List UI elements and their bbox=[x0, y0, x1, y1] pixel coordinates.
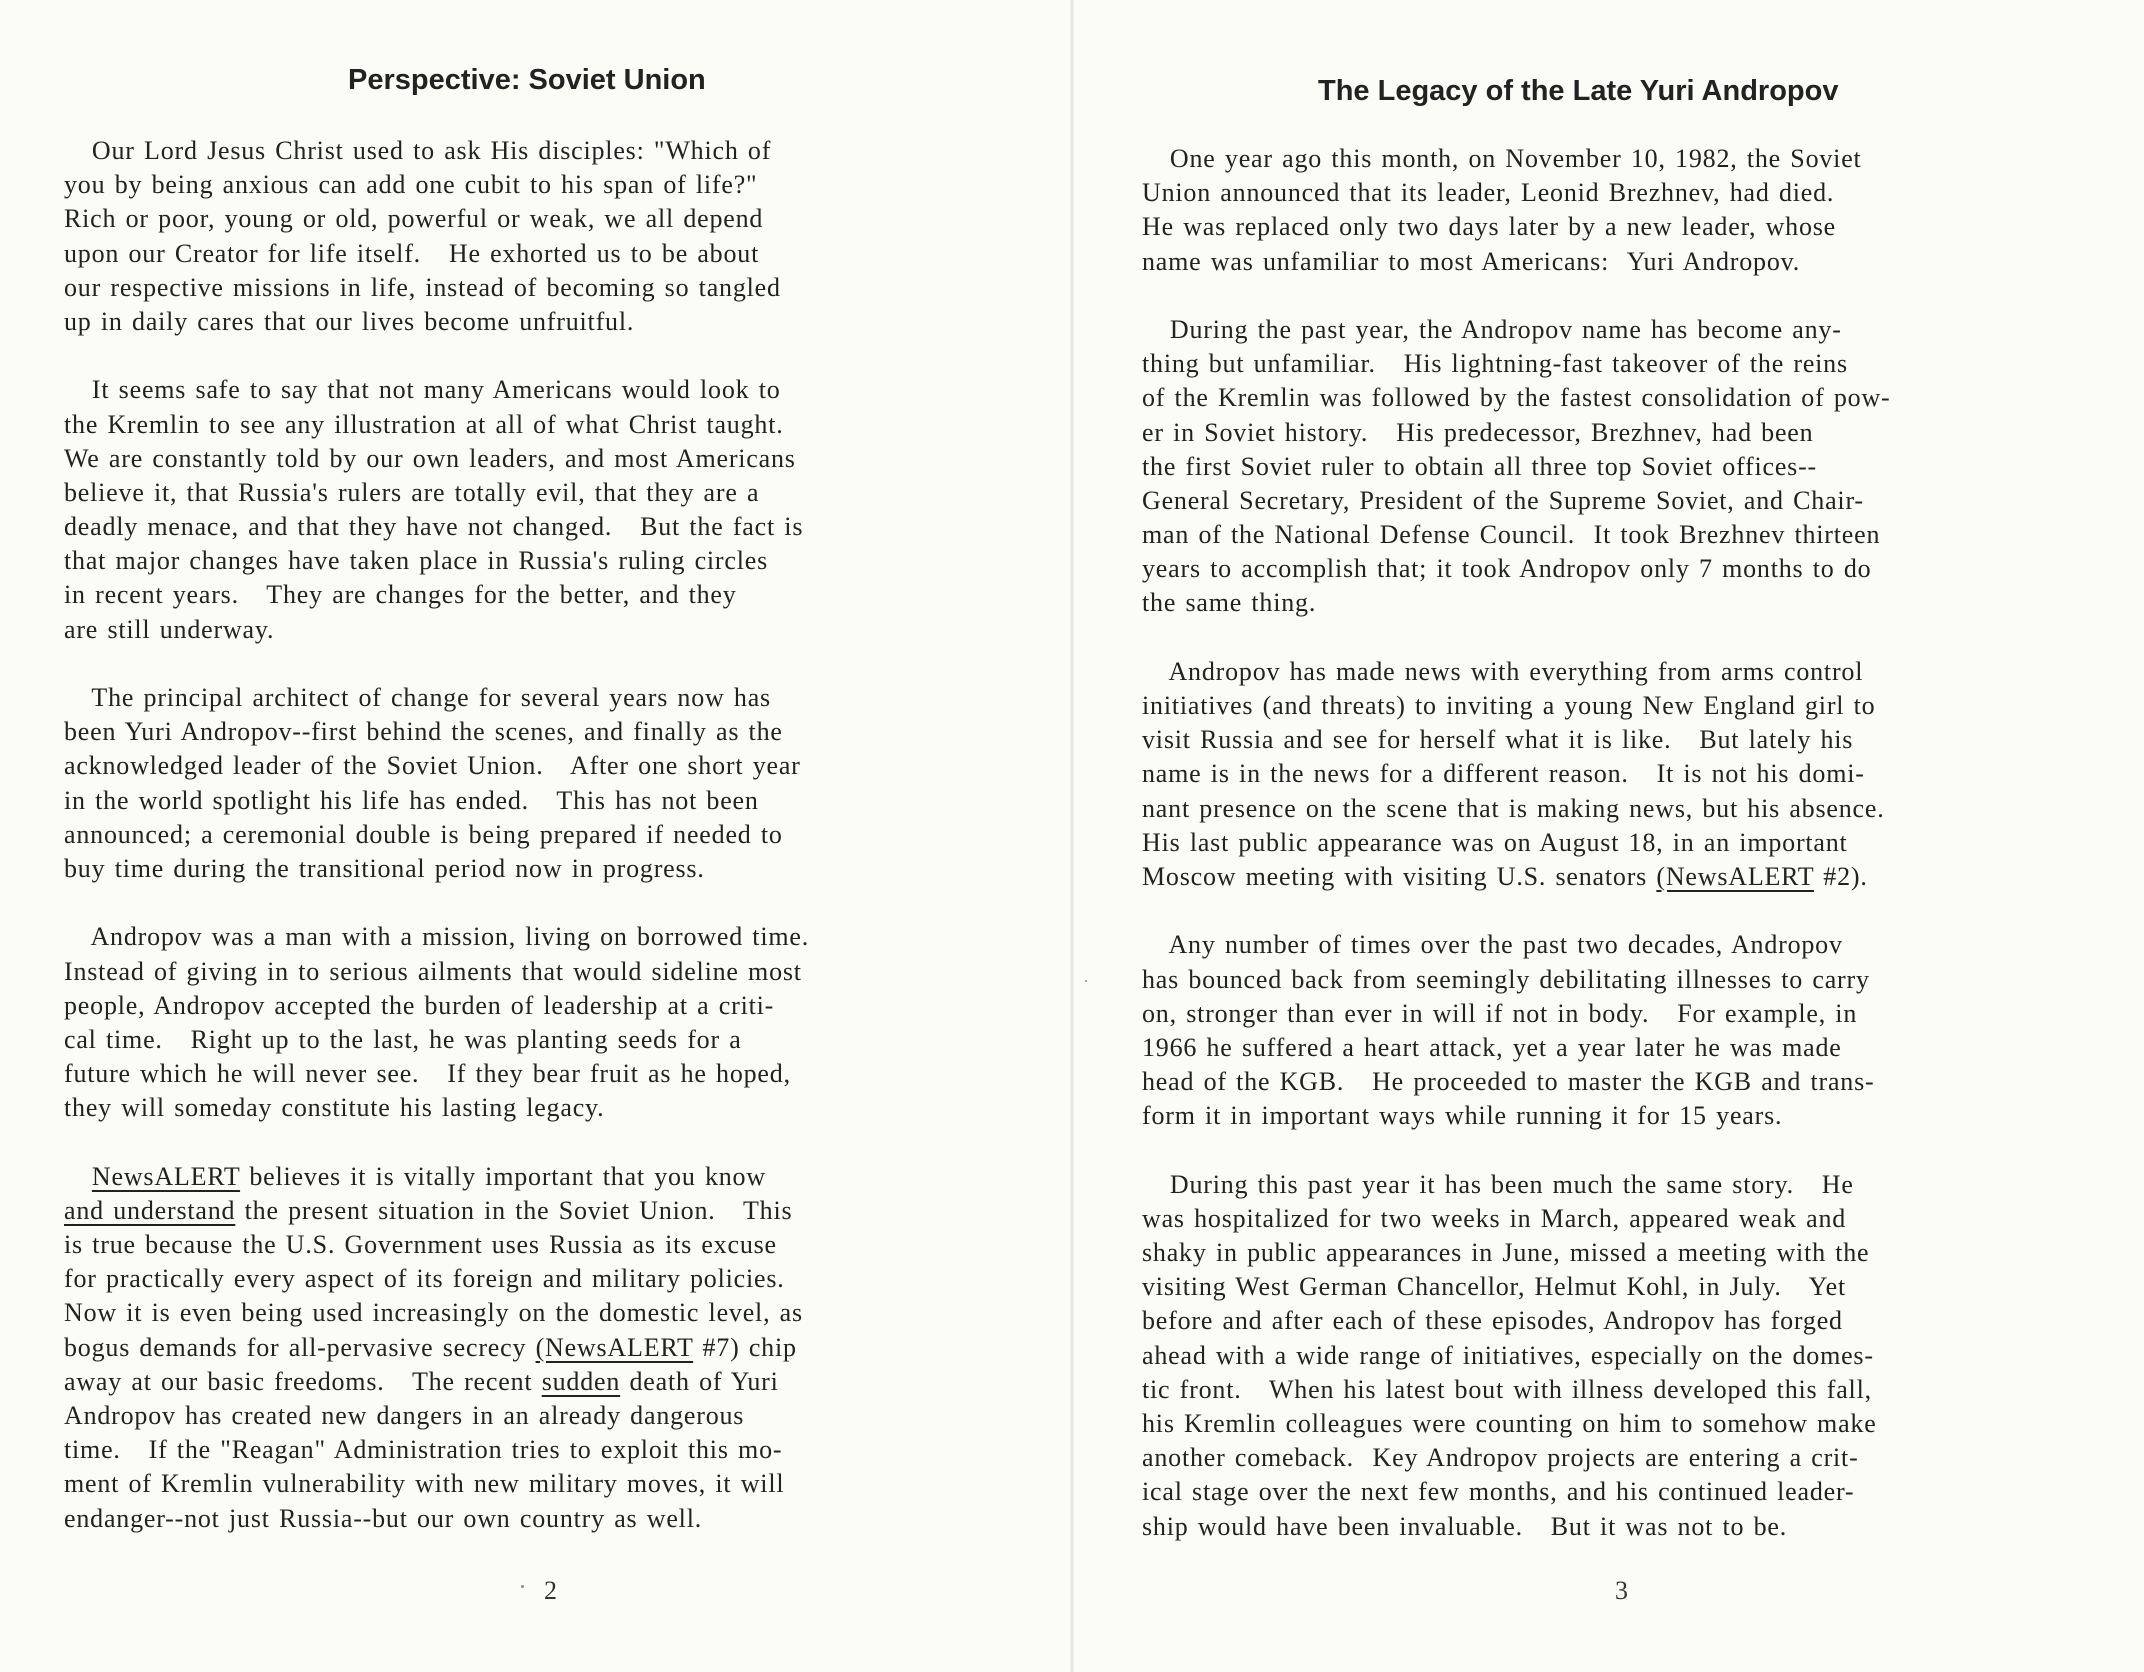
left-paragraph-4 bbox=[64, 920, 1044, 1125]
right-page bbox=[1072, 0, 2144, 1672]
text-fragment: death of Yuri bbox=[620, 1366, 779, 1396]
right-paragraph-1 bbox=[1142, 142, 2142, 279]
text-fragment: #7) chip bbox=[693, 1332, 797, 1362]
text-line: that major changes have taken place in Russia's ruling circles bbox=[64, 546, 769, 576]
right-paragraph-5 bbox=[1142, 1168, 2142, 1544]
left-paragraph-3 bbox=[64, 681, 1044, 886]
text-fragment: bogus demands for all-pervasive secrecy bbox=[64, 1332, 536, 1362]
left-paragraph-2 bbox=[64, 373, 1044, 647]
text-line: ship would have been invaluable. But it was not to be. bbox=[1142, 1511, 1788, 1541]
text-line: future which he will never see. If they bear fruit as he hoped, bbox=[64, 1059, 791, 1089]
text-line: 1966 he suffered a heart attack, yet a year later he was made bbox=[1142, 1032, 1842, 1062]
text-line: our respective missions in life, instead of becoming so tangled bbox=[64, 272, 781, 302]
text-line: name is in the news for a different reason. It is not his domi- bbox=[1142, 759, 1865, 789]
text-line: General Secretary, President of the Supreme Soviet, and Chair- bbox=[1142, 485, 1864, 515]
underlined-phrase: and understand bbox=[64, 1195, 236, 1225]
text-line: Andropov was a man with a mission, living on borrowed time. bbox=[64, 922, 810, 952]
text-line: been Yuri Andropov--first behind the scenes, and finally as the bbox=[64, 717, 783, 747]
text-line bbox=[64, 1365, 1044, 1399]
text-line: ical stage over the next few months, and his continued leader- bbox=[1142, 1477, 1855, 1507]
page-number: 3 bbox=[1615, 1576, 1628, 1605]
text-line: in recent years. They are changes for the better, and they bbox=[64, 580, 737, 610]
text-line: The principal architect of change for several years now has bbox=[64, 683, 771, 712]
text-line: has bounced back from seemingly debilitating illnesses to carry bbox=[1142, 964, 1870, 994]
text-fragment: Moscow meeting with visiting U.S. senators bbox=[1142, 861, 1657, 891]
text-line: the Kremlin to see any illustration at all of what Christ taught. bbox=[64, 409, 784, 439]
text-line: time. If the "Reagan" Administration tries to exploit this mo- bbox=[64, 1435, 783, 1465]
left-page-heading: Perspective: Soviet Union bbox=[348, 64, 706, 96]
text-line: Andropov has made news with everything from arms control bbox=[1142, 656, 1864, 686]
text-line: announced; a ceremonial double is being prepared if needed to bbox=[64, 819, 783, 849]
text-line: tic front. When his latest bout with illness developed this fall, bbox=[1142, 1374, 1872, 1404]
text-line: ment of Kremlin vulnerability with new military moves, it will bbox=[64, 1469, 785, 1499]
text-line: thing but unfamiliar. His lightning-fast takeover of the reins bbox=[1142, 349, 1848, 379]
text-line: nant presence on the scene that is making news, but his absence. bbox=[1142, 793, 1885, 823]
text-line: his Kremlin colleagues were counting on him to somehow make bbox=[1142, 1408, 1877, 1438]
text-line: cal time. Right up to the last, he was planting seeds for a bbox=[64, 1024, 742, 1054]
text-line: years to accomplish that; it took Andropov only 7 months to do bbox=[1142, 554, 1872, 584]
text-line: are still underway. bbox=[64, 614, 275, 644]
text-line: buy time during the transitional period now in progress. bbox=[64, 853, 705, 883]
left-paragraph-5 bbox=[64, 1160, 1044, 1536]
text-line: for practically every aspect of its foreign and military policies. bbox=[64, 1264, 785, 1294]
text-line: Union announced that its leader, Leonid Brezhnev, had died. bbox=[1142, 178, 1835, 208]
left-page-body bbox=[64, 134, 1044, 1570]
left-paragraph-1 bbox=[64, 134, 1044, 339]
scan-speck bbox=[521, 1585, 524, 1588]
text-line: form it in important ways while running it for 15 years. bbox=[1142, 1101, 1783, 1131]
text-line: visit Russia and see for herself what it is like. But lately his bbox=[1142, 725, 1854, 755]
text-line: His last public appearance was on August 18, in an important bbox=[1142, 827, 1848, 857]
newsalert-name: NewsALERT bbox=[91, 1161, 241, 1191]
text-line: the same thing. bbox=[1142, 588, 1317, 618]
text-line: head of the KGB. He proceeded to master the KGB and trans- bbox=[1142, 1067, 1875, 1097]
text-line: visiting West German Chancellor, Helmut Kohl, in July. Yet bbox=[1142, 1272, 1846, 1302]
text-line: of the Kremlin was followed by the fastest consolidation of pow- bbox=[1142, 383, 1891, 413]
text-line: people, Andropov accepted the burden of leadership at a criti- bbox=[64, 990, 775, 1020]
text-fragment: #2). bbox=[1813, 861, 1868, 891]
text-line: Andropov has created new dangers in an already dangerous bbox=[64, 1400, 745, 1430]
text-line: It seems safe to say that not many Americans would look to bbox=[64, 375, 781, 405]
text-line: Rich or poor, young or old, powerful or weak, we all depend bbox=[64, 204, 764, 234]
text-line: He was replaced only two days later by a new leader, whose bbox=[1142, 212, 1837, 242]
right-page-heading: The Legacy of the Late Yuri Andropov bbox=[1318, 75, 1839, 107]
text-line: in the world spotlight his life has ended. This has not been bbox=[64, 785, 759, 815]
text-line: initiatives (and threats) to inviting a young New England girl to bbox=[1142, 691, 1876, 720]
text-line: Now it is even being used increasingly on the domestic level, as bbox=[64, 1298, 803, 1328]
text-line: shaky in public appearances in June, missed a meeting with the bbox=[1142, 1238, 1870, 1267]
text-line: During this past year it has been much the same story. He bbox=[1142, 1169, 1854, 1199]
text-line: name was unfamiliar to most Americans: Yuri Andropov. bbox=[1142, 246, 1801, 276]
text-line: acknowledged leader of the Soviet Union. After one short year bbox=[64, 751, 801, 781]
text-line bbox=[64, 1331, 1044, 1365]
scan-speck bbox=[1085, 980, 1087, 982]
text-line: man of the National Defense Council. It took Brezhnev thirteen bbox=[1142, 520, 1881, 550]
text-line: deadly menace, and that they have not changed. But the fact is bbox=[64, 512, 804, 542]
newsalert-reference: (NewsALERT bbox=[535, 1332, 694, 1362]
text-line: One year ago this month, on November 10, 1982, the Soviet bbox=[1142, 144, 1862, 173]
text-fragment: away at our basic freedoms. The recent bbox=[64, 1366, 542, 1396]
text-line: up in daily cares that our lives become unfruitful. bbox=[64, 306, 635, 336]
text-line: another comeback. Key Andropov projects are entering a crit- bbox=[1142, 1443, 1859, 1473]
text-line: they will someday constitute his lasting legacy. bbox=[64, 1093, 605, 1123]
text-line: was hospitalized for two weeks in March, appeared weak and bbox=[1142, 1203, 1847, 1233]
text-line bbox=[1142, 860, 2142, 894]
text-line bbox=[64, 1194, 1044, 1228]
text-line: We are constantly told by our own leaders, and most Americans bbox=[64, 443, 796, 473]
page-number: 2 bbox=[544, 1576, 557, 1605]
text-line: you by being anxious can add one cubit to his span of life?" bbox=[64, 170, 758, 200]
text-line: Any number of times over the past two decades, Andropov bbox=[1142, 930, 1843, 960]
text-line: before and after each of these episodes, Andropov has forged bbox=[1142, 1306, 1843, 1336]
text-line: Instead of giving in to serious ailments that would sideline most bbox=[64, 956, 802, 986]
text-line: on, stronger than ever in will if not in body. For example, in bbox=[1142, 998, 1858, 1028]
text-line: ahead with a wide range of initiatives, especially on the domes- bbox=[1142, 1340, 1874, 1370]
right-paragraph-3 bbox=[1142, 655, 2142, 894]
text-line: believe it, that Russia's rulers are totally evil, that they are a bbox=[64, 477, 760, 507]
text-line: endanger--not just Russia--but our own country as well. bbox=[64, 1503, 703, 1533]
underlined-word: sudden bbox=[541, 1366, 621, 1396]
text-fragment: believes it is vitally important that you know bbox=[240, 1161, 766, 1191]
text-line: the first Soviet ruler to obtain all three top Soviet offices-- bbox=[1142, 451, 1817, 481]
right-paragraph-2 bbox=[1142, 313, 2142, 621]
text-line: is true because the U.S. Government uses Russia as its excuse bbox=[64, 1230, 777, 1259]
text-line: upon our Creator for life itself. He exhorted us to be about bbox=[64, 238, 760, 268]
text-fragment: the present situation in the Soviet Union. This bbox=[235, 1195, 793, 1225]
right-page-body bbox=[1142, 142, 2142, 1578]
text-line: er in Soviet history. His predecessor, Brezhnev, had been bbox=[1142, 417, 1814, 447]
text-line bbox=[64, 1160, 1044, 1194]
right-paragraph-4 bbox=[1142, 928, 2142, 1133]
newsalert-reference: (NewsALERT bbox=[1656, 861, 1814, 891]
text-line: During the past year, the Andropov name has become any- bbox=[1142, 314, 1842, 344]
text-line: Our Lord Jesus Christ used to ask His disciples: "Which of bbox=[64, 136, 772, 165]
